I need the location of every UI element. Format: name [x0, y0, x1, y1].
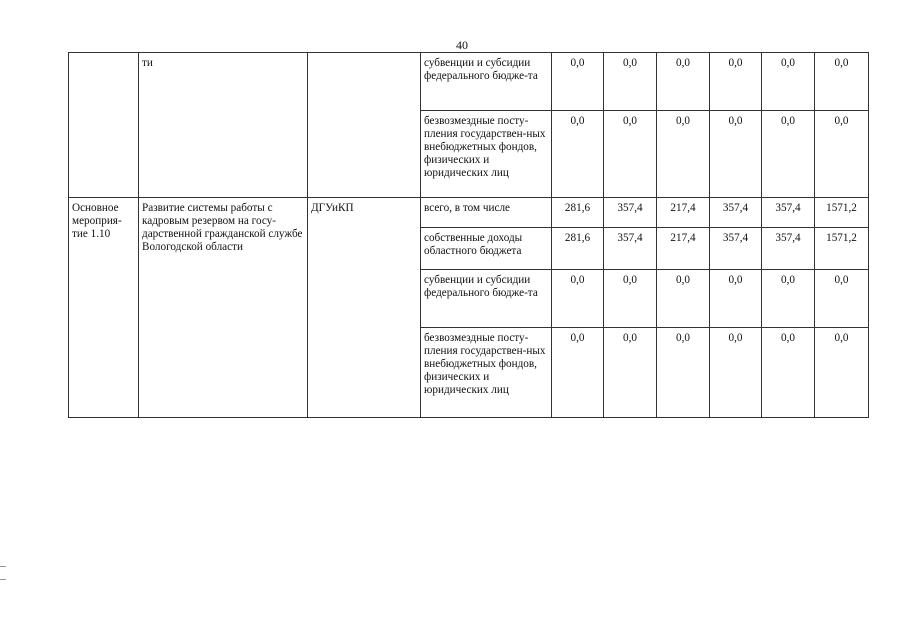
value-cell: 0,0 [552, 328, 604, 418]
value-cell: 281,6 [552, 228, 604, 270]
value-cell: 0,0 [710, 328, 762, 418]
code-cell [69, 53, 139, 198]
value-cell: 217,4 [657, 228, 710, 270]
value-cell: 0,0 [815, 270, 869, 328]
value-cell: 0,0 [604, 53, 657, 111]
value-cell: 0,0 [657, 111, 710, 198]
value-cell: 1571,2 [815, 228, 869, 270]
measure-name: Развитие системы работы с кадровым резервом на госу-дарственной гражданской службе Вологодской области [139, 198, 308, 418]
value-cell: 0,0 [815, 328, 869, 418]
budget-table [68, 52, 869, 418]
source-cell: безвозмездные посту-пления государствен-ных внебюджетных фондов, физических и юридических лиц [421, 328, 552, 418]
value-cell: 357,4 [710, 198, 762, 228]
value-cell: 0,0 [710, 270, 762, 328]
value-cell: 0,0 [657, 328, 710, 418]
name-cell: ти [139, 53, 308, 198]
value-cell: 0,0 [762, 270, 815, 328]
value-cell: 0,0 [657, 270, 710, 328]
value-cell: 0,0 [815, 53, 869, 111]
value-cell: 0,0 [552, 111, 604, 198]
value-cell: 357,4 [762, 198, 815, 228]
value-cell: 0,0 [604, 328, 657, 418]
value-cell: 0,0 [552, 53, 604, 111]
value-cell: 0,0 [657, 53, 710, 111]
value-cell: 0,0 [762, 328, 815, 418]
value-cell: 357,4 [762, 228, 815, 270]
executor-cell [308, 53, 421, 198]
value-cell: 357,4 [604, 198, 657, 228]
scan-edge-mark [0, 566, 6, 580]
value-cell: 0,0 [762, 111, 815, 198]
source-cell: субвенции и субсидии федерального бюдже-та [421, 53, 552, 111]
page-number: 40 [456, 38, 468, 52]
value-cell: 357,4 [710, 228, 762, 270]
value-cell: 0,0 [604, 111, 657, 198]
source-cell: собственные доходы областного бюджета [421, 228, 552, 270]
measure-executor: ДГУиКП [308, 198, 421, 418]
value-cell: 0,0 [815, 111, 869, 198]
measure-code: Основное мероприя-тие 1.10 [69, 198, 139, 418]
value-cell: 217,4 [657, 198, 710, 228]
value-cell: 0,0 [710, 53, 762, 111]
value-cell: 0,0 [604, 270, 657, 328]
value-cell: 0,0 [552, 270, 604, 328]
value-cell: 357,4 [604, 228, 657, 270]
table-row [69, 53, 869, 111]
value-cell: 0,0 [762, 53, 815, 111]
source-cell: безвозмездные посту-пления государствен-ных внебюджетных фондов, физических и юридических лиц [421, 111, 552, 198]
source-cell: всего, в том числе [421, 198, 552, 228]
table-row [69, 198, 869, 228]
value-cell: 1571,2 [815, 198, 869, 228]
source-cell: субвенции и субсидии федерального бюдже-та [421, 270, 552, 328]
value-cell: 281,6 [552, 198, 604, 228]
value-cell: 0,0 [710, 111, 762, 198]
